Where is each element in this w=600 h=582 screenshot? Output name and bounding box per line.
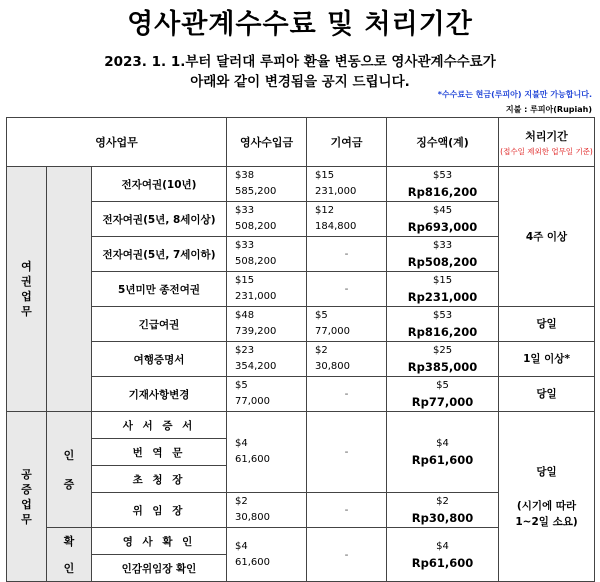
contribution-cell: -: [307, 528, 387, 582]
item-label: 인감위임장 확인: [92, 555, 227, 582]
period-cell: 당일: [499, 377, 595, 412]
consular-fee-cell: $4 61,600: [227, 412, 307, 493]
notice-line-2: 아래와 같이 변경됨을 공지 드립니다.: [190, 74, 410, 90]
table-row: [7, 167, 595, 202]
header-consular-fee: 영사수입금: [227, 118, 307, 167]
header-contribution: 기여금: [307, 118, 387, 167]
group-certify: 인 증: [47, 412, 92, 528]
fee-table: [6, 117, 595, 582]
header-task: 영사업무: [7, 118, 227, 167]
item-label: 긴급여권: [92, 307, 227, 342]
table-row: [7, 342, 595, 377]
notice-line-1: 2023. 1. 1.부터 달러대 루피아 환율 변동으로 영사관계수수료가: [104, 54, 496, 70]
consular-fee-cell: $15 231,000: [227, 272, 307, 307]
consular-fee-cell: $2 30,800: [227, 493, 307, 528]
item-label: 위 임 장: [92, 493, 227, 528]
contribution-cell: $15 231,000: [307, 167, 387, 202]
group-notary: 공 증 업 무: [7, 412, 47, 582]
item-label: 전자여권(10년): [92, 167, 227, 202]
consular-fee-cell: $33 508,200: [227, 237, 307, 272]
total-cell: $4 Rp61,600: [387, 528, 499, 582]
group-passport: 여 권 업 무: [7, 167, 47, 412]
period-cell: 당일 (시기에 따라 1~2일 소요): [499, 412, 595, 582]
contribution-cell: -: [307, 377, 387, 412]
total-cell: $33 Rp508,200: [387, 237, 499, 272]
total-cell: $5 Rp77,000: [387, 377, 499, 412]
payment-unit-note: 지불 : 루피아(Rupiah): [505, 105, 592, 114]
total-cell: $53 Rp816,200: [387, 167, 499, 202]
contribution-cell: -: [307, 272, 387, 307]
item-label: 여행증명서: [92, 342, 227, 377]
total-cell: $2 Rp30,800: [387, 493, 499, 528]
header-row: [7, 118, 595, 167]
consular-fee-cell: $5 77,000: [227, 377, 307, 412]
contribution-cell: $5 77,000: [307, 307, 387, 342]
consular-fee-cell: $48 739,200: [227, 307, 307, 342]
header-period-sub: (접수일 제외한 업무일 기준): [500, 146, 593, 156]
contribution-cell: $12 184,800: [307, 202, 387, 237]
total-cell: $25 Rp385,000: [387, 342, 499, 377]
header-period-label: 처리기간: [525, 129, 568, 143]
consular-fee-cell: $33 508,200: [227, 202, 307, 237]
page-title: 영사관계수수료 및 처리기간: [127, 9, 473, 40]
item-label: 사 서 증 서: [92, 412, 227, 439]
consular-fee-cell: $4 61,600: [227, 528, 307, 582]
table-row: [7, 412, 595, 439]
contribution-cell: -: [307, 412, 387, 493]
period-cell: 1일 이상*: [499, 342, 595, 377]
table-row: [7, 377, 595, 412]
group-passport-spacer: [47, 167, 92, 412]
table-row: [7, 307, 595, 342]
item-label: 전자여권(5년, 7세이하): [92, 237, 227, 272]
period-cell: 당일: [499, 307, 595, 342]
contribution-cell: $2 30,800: [307, 342, 387, 377]
item-label: 5년미만 종전여권: [92, 272, 227, 307]
item-label: 전자여권(5년, 8세이상): [92, 202, 227, 237]
item-label: 영 사 확 인: [92, 528, 227, 555]
consular-fee-cell: $38 585,200: [227, 167, 307, 202]
group-confirm: 확 인: [47, 528, 92, 582]
item-label: 초 청 장: [92, 466, 227, 493]
contribution-cell: -: [307, 237, 387, 272]
contribution-cell: -: [307, 493, 387, 528]
item-label: 번 역 문: [92, 439, 227, 466]
header-total: 징수액(계): [387, 118, 499, 167]
total-cell: $4 Rp61,600: [387, 412, 499, 493]
item-label: 기재사항변경: [92, 377, 227, 412]
cash-only-note: *수수료는 현금(루피아) 지불만 가능합니다.: [437, 90, 592, 99]
total-cell: $15 Rp231,000: [387, 272, 499, 307]
total-cell: $45 Rp693,000: [387, 202, 499, 237]
period-cell: 4주 이상: [499, 167, 595, 307]
consular-fee-cell: $23 354,200: [227, 342, 307, 377]
header-period: [499, 118, 595, 167]
total-cell: $53 Rp816,200: [387, 307, 499, 342]
